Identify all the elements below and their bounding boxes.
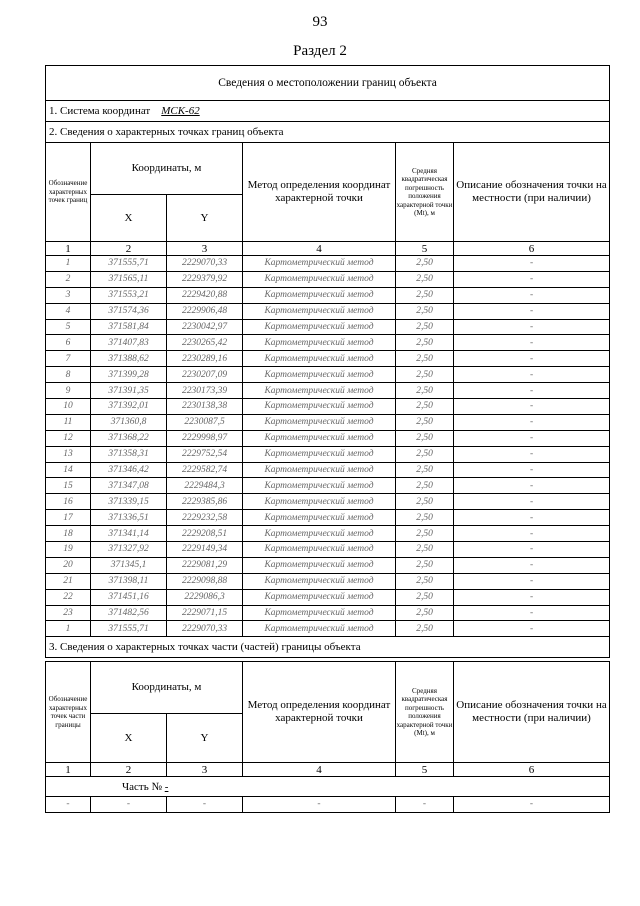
x-cell: 371345,1 xyxy=(91,557,167,573)
y-cell: 2230042,97 xyxy=(167,319,243,335)
table-row xyxy=(46,462,610,478)
error-cell: 2,50 xyxy=(396,335,454,351)
error-cell: 2,50 xyxy=(396,303,454,319)
description-cell: - xyxy=(454,621,610,637)
error-cell: 2,50 xyxy=(396,383,454,399)
method-cell: Картометрический метод xyxy=(243,462,396,478)
point-cell: 16 xyxy=(46,494,91,510)
col-number: 5 xyxy=(396,763,454,777)
point-cell: 1 xyxy=(46,256,91,272)
point-cell: 19 xyxy=(46,542,91,558)
description-cell: - xyxy=(454,303,610,319)
description-cell: - xyxy=(454,573,610,589)
description-cell: - xyxy=(454,478,610,494)
x-cell: 371482,56 xyxy=(91,605,167,621)
part-label: Часть № xyxy=(122,780,162,793)
part-value: - xyxy=(164,780,169,793)
description-cell: - xyxy=(454,526,610,542)
col-number: 3 xyxy=(167,763,243,777)
col-number: 3 xyxy=(167,242,243,256)
x-cell: 371555,71 xyxy=(91,621,167,637)
table-row xyxy=(46,605,610,621)
point-cell: 12 xyxy=(46,430,91,446)
table-row xyxy=(46,494,610,510)
y-cell: 2229098,88 xyxy=(167,573,243,589)
header-x: X xyxy=(91,714,167,763)
error-cell: 2,50 xyxy=(396,557,454,573)
y-cell: 2229232,58 xyxy=(167,510,243,526)
x-cell: 371336,51 xyxy=(91,510,167,526)
x-cell: 371347,08 xyxy=(91,478,167,494)
y-cell: 2229071,15 xyxy=(167,605,243,621)
description-cell: - xyxy=(454,446,610,462)
table-row xyxy=(46,287,610,303)
method-cell: Картометрический метод xyxy=(243,557,396,573)
table-row xyxy=(46,510,610,526)
y-cell: 2229906,48 xyxy=(167,303,243,319)
table-row xyxy=(46,557,610,573)
cell: - xyxy=(396,797,454,813)
method-cell: Картометрический метод xyxy=(243,573,396,589)
y-cell: 2230138,38 xyxy=(167,399,243,415)
method-cell: Картометрический метод xyxy=(243,605,396,621)
cell: - xyxy=(454,797,610,813)
point-cell: 20 xyxy=(46,557,91,573)
point-cell: 7 xyxy=(46,351,91,367)
method-cell: Картометрический метод xyxy=(243,414,396,430)
error-cell: 2,50 xyxy=(396,589,454,605)
method-cell: Картометрический метод xyxy=(243,319,396,335)
y-cell: 2229149,34 xyxy=(167,542,243,558)
y-cell: 2229582,74 xyxy=(167,462,243,478)
x-cell: 371398,11 xyxy=(91,573,167,589)
method-cell: Картометрический метод xyxy=(243,399,396,415)
header-description: Описание обозначения точки на местности (при наличии) xyxy=(454,143,610,242)
point-cell: 21 xyxy=(46,573,91,589)
error-cell: 2,50 xyxy=(396,271,454,287)
boundary-points-table xyxy=(45,65,610,658)
method-cell: Картометрический метод xyxy=(243,271,396,287)
table-row xyxy=(46,303,610,319)
description-cell: - xyxy=(454,462,610,478)
table-row xyxy=(46,621,610,637)
method-cell: Картометрический метод xyxy=(243,478,396,494)
y-cell: 2229070,33 xyxy=(167,621,243,637)
x-cell: 371327,92 xyxy=(91,542,167,558)
method-cell: Картометрический метод xyxy=(243,542,396,558)
col-number: 5 xyxy=(396,242,454,256)
y-cell: 2229752,54 xyxy=(167,446,243,462)
description-cell: - xyxy=(454,383,610,399)
error-cell: 2,50 xyxy=(396,542,454,558)
point-cell: 10 xyxy=(46,399,91,415)
header-y: Y xyxy=(167,195,243,242)
description-cell: - xyxy=(454,319,610,335)
y-cell: 2229379,92 xyxy=(167,271,243,287)
description-cell: - xyxy=(454,287,610,303)
part-row xyxy=(46,777,610,797)
point-cell: 1 xyxy=(46,621,91,637)
description-cell: - xyxy=(454,430,610,446)
error-cell: 2,50 xyxy=(396,319,454,335)
table-row xyxy=(46,319,610,335)
table-row xyxy=(46,414,610,430)
point-cell: 22 xyxy=(46,589,91,605)
point-cell: 3 xyxy=(46,287,91,303)
table-row xyxy=(46,526,610,542)
table-row xyxy=(46,256,610,272)
method-cell: Картометрический метод xyxy=(243,589,396,605)
method-cell: Картометрический метод xyxy=(243,303,396,319)
coord-system-row xyxy=(46,101,610,122)
description-cell: - xyxy=(454,557,610,573)
table-row xyxy=(46,542,610,558)
x-cell: 371360,8 xyxy=(91,414,167,430)
point-cell: 2 xyxy=(46,271,91,287)
point-cell: 23 xyxy=(46,605,91,621)
error-cell: 2,50 xyxy=(396,430,454,446)
header-error: Средняя квадратическая погрешность положения характерной точки (Mt), м xyxy=(396,662,454,763)
point-cell: 6 xyxy=(46,335,91,351)
col-number: 4 xyxy=(243,242,396,256)
method-cell: Картометрический метод xyxy=(243,446,396,462)
error-cell: 2,50 xyxy=(396,256,454,272)
col-number: 4 xyxy=(243,763,396,777)
header-method: Метод определения координат характерной точки xyxy=(243,143,396,242)
description-cell: - xyxy=(454,510,610,526)
error-cell: 2,50 xyxy=(396,399,454,415)
x-cell: 371451,16 xyxy=(91,589,167,605)
table-row xyxy=(46,797,610,813)
description-cell: - xyxy=(454,367,610,383)
table-row xyxy=(46,430,610,446)
description-cell: - xyxy=(454,399,610,415)
y-cell: 2230087,5 xyxy=(167,414,243,430)
description-cell: - xyxy=(454,494,610,510)
y-cell: 2230289,16 xyxy=(167,351,243,367)
table-row xyxy=(46,367,610,383)
page-number: 93 xyxy=(312,14,328,30)
x-cell: 371388,62 xyxy=(91,351,167,367)
col-number: 2 xyxy=(91,242,167,256)
cell: - xyxy=(167,797,243,813)
method-cell: Картометрический метод xyxy=(243,510,396,526)
x-cell: 371553,21 xyxy=(91,287,167,303)
coord-system-label: 1. Система координат xyxy=(49,105,151,117)
point-cell: 4 xyxy=(46,303,91,319)
method-cell: Картометрический метод xyxy=(243,383,396,399)
description-cell: - xyxy=(454,605,610,621)
header-coords: Координаты, м xyxy=(91,662,243,714)
table-row xyxy=(46,478,610,494)
y-cell: 2229086,3 xyxy=(167,589,243,605)
x-cell: 371574,36 xyxy=(91,303,167,319)
method-cell: Картометрический метод xyxy=(243,351,396,367)
method-cell: Картометрический метод xyxy=(243,430,396,446)
table-body xyxy=(46,256,610,637)
y-cell: 2230207,09 xyxy=(167,367,243,383)
col-number: 1 xyxy=(46,242,91,256)
error-cell: 2,50 xyxy=(396,446,454,462)
section2-label: 2. Сведения о характерных точках границ объекта xyxy=(46,122,610,143)
x-cell: 371399,28 xyxy=(91,367,167,383)
cell: - xyxy=(46,797,91,813)
error-cell: 2,50 xyxy=(396,287,454,303)
cell: - xyxy=(243,797,396,813)
col-number: 6 xyxy=(454,763,610,777)
table-row xyxy=(46,589,610,605)
x-cell: 371368,22 xyxy=(91,430,167,446)
header-point: Обозначение характерных точек границ xyxy=(46,143,91,242)
x-cell: 371581,84 xyxy=(91,319,167,335)
col-number: 2 xyxy=(91,763,167,777)
y-cell: 2230265,42 xyxy=(167,335,243,351)
point-cell: 11 xyxy=(46,414,91,430)
x-cell: 371346,42 xyxy=(91,462,167,478)
description-cell: - xyxy=(454,351,610,367)
y-cell: 2229420,88 xyxy=(167,287,243,303)
point-cell: 18 xyxy=(46,526,91,542)
error-cell: 2,50 xyxy=(396,621,454,637)
method-cell: Картометрический метод xyxy=(243,494,396,510)
section-title: Раздел 2 xyxy=(293,43,347,59)
y-cell: 2229484,3 xyxy=(167,478,243,494)
part-points-table xyxy=(45,661,610,813)
y-cell: 2229998,97 xyxy=(167,430,243,446)
method-cell: Картометрический метод xyxy=(243,621,396,637)
point-cell: 9 xyxy=(46,383,91,399)
y-cell: 2229208,51 xyxy=(167,526,243,542)
table-title: Сведения о местоположении границ объекта xyxy=(46,66,610,101)
description-cell: - xyxy=(454,542,610,558)
description-cell: - xyxy=(454,589,610,605)
error-cell: 2,50 xyxy=(396,573,454,589)
coord-system-value: МСК-62 xyxy=(161,105,200,117)
description-cell: - xyxy=(454,271,610,287)
point-cell: 14 xyxy=(46,462,91,478)
x-cell: 371358,31 xyxy=(91,446,167,462)
x-cell: 371391,35 xyxy=(91,383,167,399)
method-cell: Картометрический метод xyxy=(243,287,396,303)
error-cell: 2,50 xyxy=(396,526,454,542)
error-cell: 2,50 xyxy=(396,494,454,510)
header-description: Описание обозначения точки на местности (при наличии) xyxy=(454,662,610,763)
header-method: Метод определения координат характерной точки xyxy=(243,662,396,763)
col-number: 6 xyxy=(454,242,610,256)
table-row xyxy=(46,351,610,367)
error-cell: 2,50 xyxy=(396,462,454,478)
table-row xyxy=(46,573,610,589)
point-cell: 13 xyxy=(46,446,91,462)
x-cell: 371341,14 xyxy=(91,526,167,542)
y-cell: 2229385,86 xyxy=(167,494,243,510)
error-cell: 2,50 xyxy=(396,510,454,526)
header-y: Y xyxy=(167,714,243,763)
x-cell: 371407,83 xyxy=(91,335,167,351)
x-cell: 371565,11 xyxy=(91,271,167,287)
error-cell: 2,50 xyxy=(396,367,454,383)
table-row xyxy=(46,335,610,351)
cell: - xyxy=(91,797,167,813)
point-cell: 15 xyxy=(46,478,91,494)
y-cell: 2229070,33 xyxy=(167,256,243,272)
x-cell: 371555,71 xyxy=(91,256,167,272)
method-cell: Картометрический метод xyxy=(243,335,396,351)
header-point: Обозначение характерных точек части границы xyxy=(46,662,91,763)
x-cell: 371339,15 xyxy=(91,494,167,510)
description-cell: - xyxy=(454,256,610,272)
method-cell: Картометрический метод xyxy=(243,256,396,272)
column-numbers-row xyxy=(46,763,610,777)
method-cell: Картометрический метод xyxy=(243,526,396,542)
table-row xyxy=(46,399,610,415)
header-x: X xyxy=(91,195,167,242)
error-cell: 2,50 xyxy=(396,414,454,430)
column-numbers-row xyxy=(46,242,610,256)
table-row xyxy=(46,446,610,462)
point-cell: 5 xyxy=(46,319,91,335)
section3-label: 3. Сведения о характерных точках части (частей) границы объекта xyxy=(46,637,610,658)
description-cell: - xyxy=(454,335,610,351)
col-number: 1 xyxy=(46,763,91,777)
point-cell: 8 xyxy=(46,367,91,383)
header-error: Средняя квадратическая погрешность положения характерной точки (Mt), м xyxy=(396,143,454,242)
description-cell: - xyxy=(454,414,610,430)
y-cell: 2230173,39 xyxy=(167,383,243,399)
header-coords: Координаты, м xyxy=(91,143,243,195)
method-cell: Картометрический метод xyxy=(243,367,396,383)
x-cell: 371392,01 xyxy=(91,399,167,415)
point-cell: 17 xyxy=(46,510,91,526)
error-cell: 2,50 xyxy=(396,351,454,367)
error-cell: 2,50 xyxy=(396,478,454,494)
table-row xyxy=(46,383,610,399)
table-row xyxy=(46,271,610,287)
error-cell: 2,50 xyxy=(396,605,454,621)
y-cell: 2229081,29 xyxy=(167,557,243,573)
